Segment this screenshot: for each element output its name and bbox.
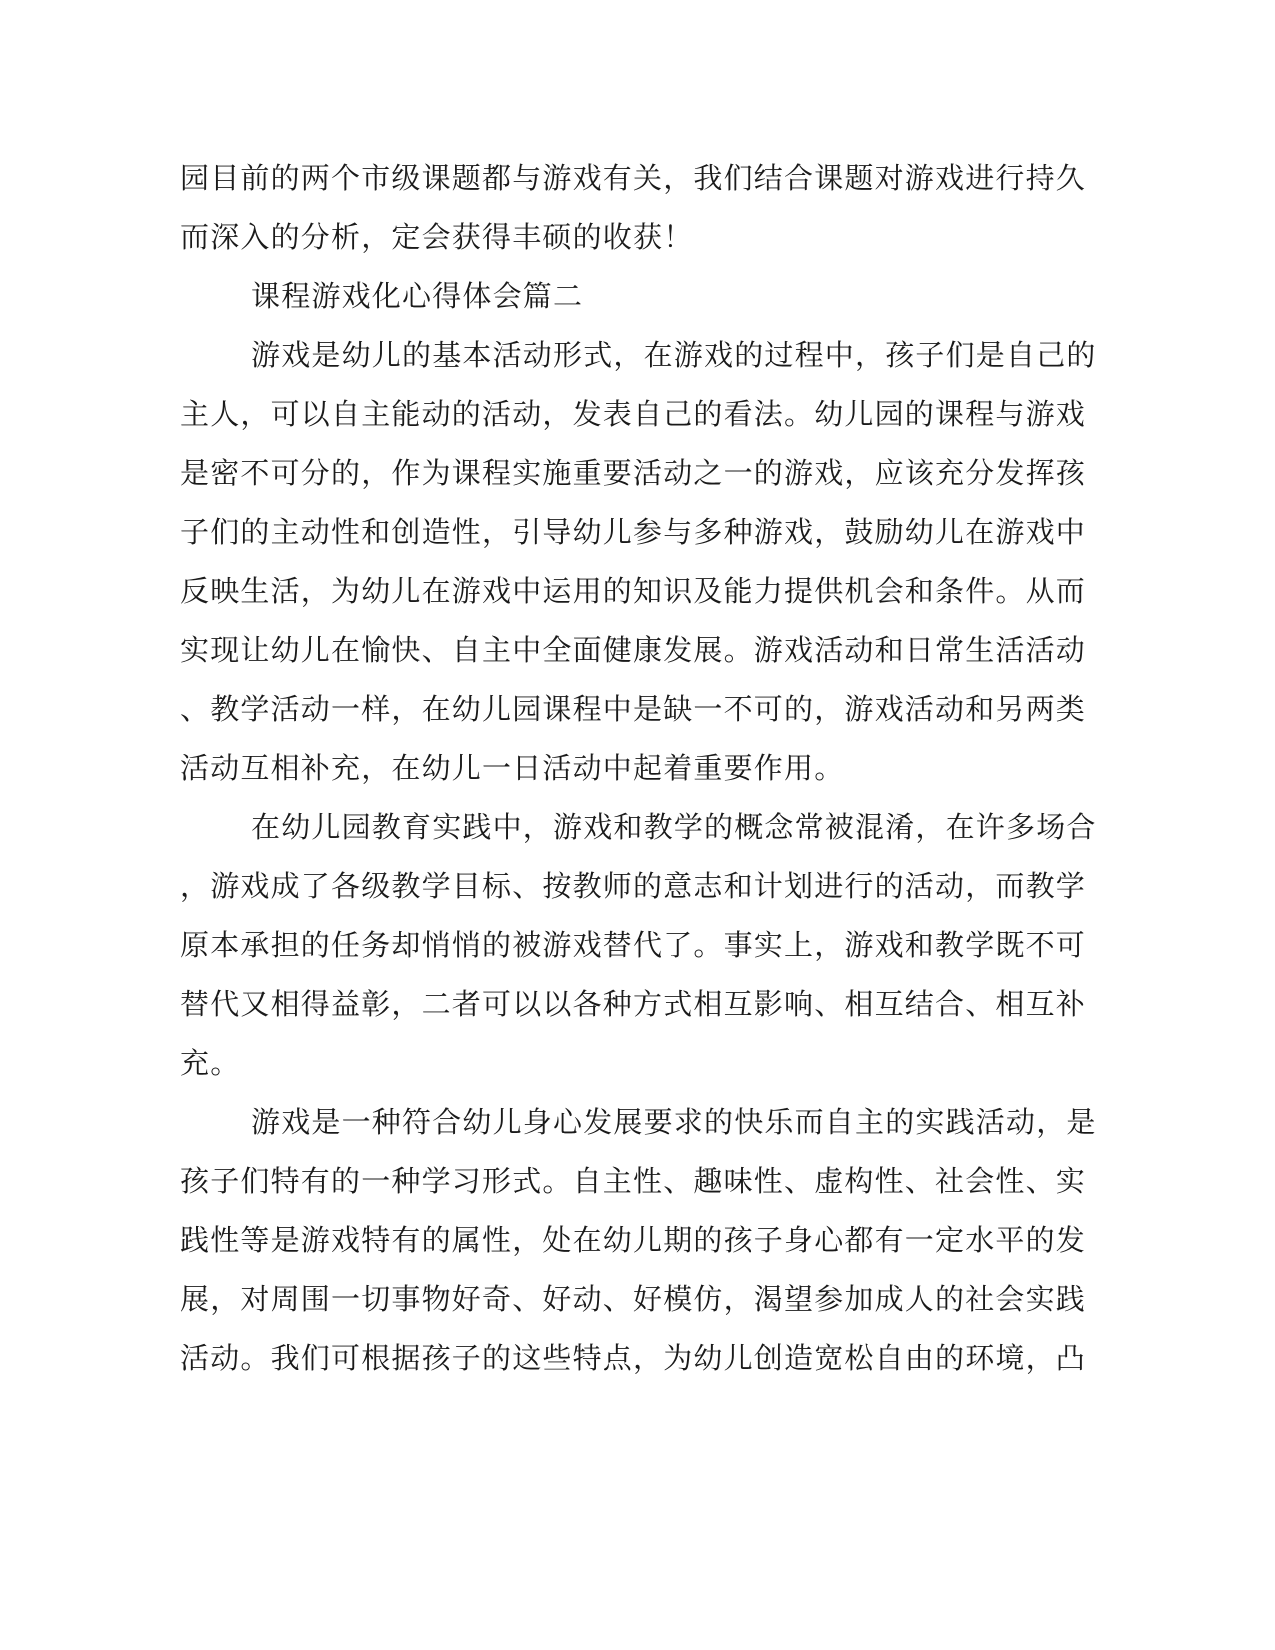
- text-line: 反映生活，为幼儿在游戏中运用的知识及能力提供机会和条件。从而: [180, 574, 1087, 608]
- text-line: 实现让幼儿在愉快、自主中全面健康发展。游戏活动和日常生活活动: [180, 633, 1087, 667]
- text-line: 游戏是一种符合幼儿身心发展要求的快乐而自主的实践活动，是: [251, 1105, 1097, 1139]
- text-line: 、教学活动一样，在幼儿园课程中是缺一不可的，游戏活动和另两类: [180, 692, 1087, 726]
- text-line: 而深入的分析，定会获得丰硕的收获！: [180, 220, 694, 254]
- text-line: 活动。我们可根据孩子的这些特点，为幼儿创造宽松自由的环境，凸: [180, 1341, 1087, 1375]
- text-line: 是密不可分的，作为课程实施重要活动之一的游戏，应该充分发挥孩: [180, 456, 1087, 490]
- text-line: ，游戏成了各级教学目标、按教师的意志和计划进行的活动，而教学: [180, 869, 1087, 903]
- section-heading: 课程游戏化心得体会篇二: [251, 279, 584, 313]
- text-line: 园目前的两个市级课题都与游戏有关，我们结合课题对游戏进行持久: [180, 161, 1087, 195]
- text-line: 践性等是游戏特有的属性，处在幼儿期的孩子身心都有一定水平的发: [180, 1223, 1087, 1257]
- text-line: 充。: [180, 1046, 241, 1080]
- text-line: 活动互相补充，在幼儿一日活动中起着重要作用。: [180, 751, 845, 785]
- text-line: 在幼儿园教育实践中，游戏和教学的概念常被混淆，在许多场合: [251, 810, 1097, 844]
- text-line: 子们的主动性和创造性，引导幼儿参与多种游戏，鼓励幼儿在游戏中: [180, 515, 1087, 549]
- text-line: 主人，可以自主能动的活动，发表自己的看法。幼儿园的课程与游戏: [180, 397, 1087, 431]
- text-line: 原本承担的任务却悄悄的被游戏替代了。事实上，游戏和教学既不可: [180, 928, 1087, 962]
- text-line: 展，对周围一切事物好奇、好动、好模仿，渴望参加成人的社会实践: [180, 1282, 1087, 1316]
- text-line: 孩子们特有的一种学习形式。自主性、趣味性、虚构性、社会性、实: [180, 1164, 1087, 1198]
- text-line: 游戏是幼儿的基本活动形式，在游戏的过程中，孩子们是自己的: [251, 338, 1097, 372]
- text-line: 替代又相得益彰，二者可以以各种方式相互影响、相互结合、相互补: [180, 987, 1087, 1021]
